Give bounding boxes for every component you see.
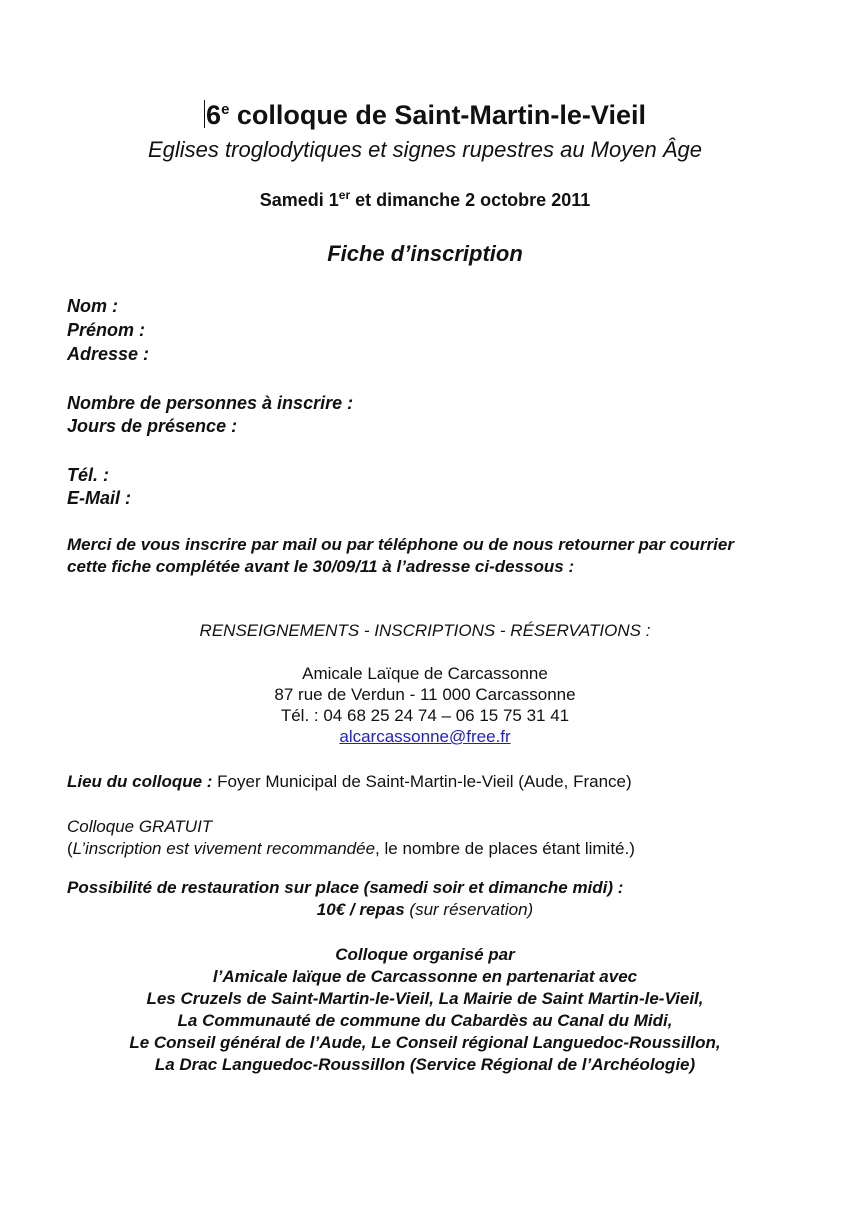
- page-subtitle: Eglises troglodytiques et signes rupestres au Moyen Âge: [148, 137, 702, 162]
- form-title: Fiche d’inscription: [327, 241, 523, 266]
- instructions-line2: cette fiche complétée avant le 30/09/11 à l’adresse ci-dessous :: [67, 557, 575, 576]
- field-nom: Nom :: [67, 296, 118, 316]
- field-email: E-Mail :: [67, 488, 132, 508]
- meals-line1: Possibilité de restauration sur place (samedi soir et dimanche midi) :: [67, 878, 624, 897]
- venue: [67, 771, 632, 793]
- contact-address: 87 rue de Verdun - 11 000 Carcassonne: [274, 685, 576, 704]
- page-title: [0, 100, 850, 131]
- field-tel: Tél. :: [67, 465, 110, 485]
- free-note-italic: L’inscription est vivement recommandée: [72, 839, 376, 858]
- meals-price-note: (sur réservation): [404, 900, 534, 919]
- organizers-line: Les Cruzels de Saint-Martin-le-Vieil, La Mairie de Saint Martin-le-Vieil,: [146, 989, 704, 1008]
- instructions-line1: Merci de vous inscrire par mail ou par téléphone ou de nous retourner par courrier: [67, 535, 734, 554]
- organizers-block: [0, 944, 850, 1076]
- meals-price-value: 10€ / repas: [316, 900, 405, 919]
- field-jours-presence: Jours de présence :: [67, 416, 238, 436]
- dates-part2: et dimanche 2 octobre 2011: [350, 190, 591, 210]
- text-cursor: [204, 100, 205, 128]
- organizers-line: Colloque organisé par: [335, 945, 515, 964]
- event-dates: [0, 188, 850, 211]
- venue-value: Foyer Municipal de Saint-Martin-le-Vieil (Aude, France): [212, 772, 632, 791]
- dates-part1: Samedi 1: [259, 190, 339, 210]
- contact-org: Amicale Laïque de Carcassonne: [302, 664, 548, 683]
- free-note-open: (: [67, 839, 73, 858]
- venue-label: Lieu du colloque :: [67, 772, 213, 791]
- contact-heading: RENSEIGNEMENTS - INSCRIPTIONS - RÉSERVATIONS :: [199, 621, 651, 640]
- title-superscript: e: [221, 101, 230, 118]
- field-adresse: Adresse :: [67, 344, 150, 364]
- field-nombre-personnes: Nombre de personnes à inscrire :: [67, 393, 354, 413]
- title-text: colloque de Saint-Martin-le-Vieil: [229, 100, 646, 130]
- free-label: Colloque GRATUIT: [67, 817, 213, 836]
- free-note: [67, 838, 635, 860]
- free-info: [67, 816, 635, 860]
- contact-phone: Tél. : 04 68 25 24 74 – 06 15 75 31 41: [280, 706, 570, 725]
- meals-price: [0, 899, 850, 920]
- contact-block: [0, 663, 850, 747]
- organizers-line: La Drac Languedoc-Roussillon (Service Régional de l’Archéologie): [154, 1055, 696, 1074]
- organizers-line: l’Amicale laïque de Carcassonne en partenariat avec: [212, 967, 638, 986]
- field-prenom: Prénom :: [67, 320, 146, 340]
- instructions: [67, 534, 734, 578]
- title-number: 6: [206, 100, 222, 130]
- organizers-line: Le Conseil général de l’Aude, Le Conseil régional Languedoc-Roussillon,: [129, 1033, 721, 1052]
- free-note-rest: , le nombre de places étant limité.): [375, 839, 635, 858]
- organizers-line: La Communauté de commune du Cabardès au Canal du Midi,: [177, 1011, 673, 1030]
- dates-superscript: er: [338, 188, 351, 202]
- contact-email-link[interactable]: alcarcassonne@free.fr: [339, 727, 511, 746]
